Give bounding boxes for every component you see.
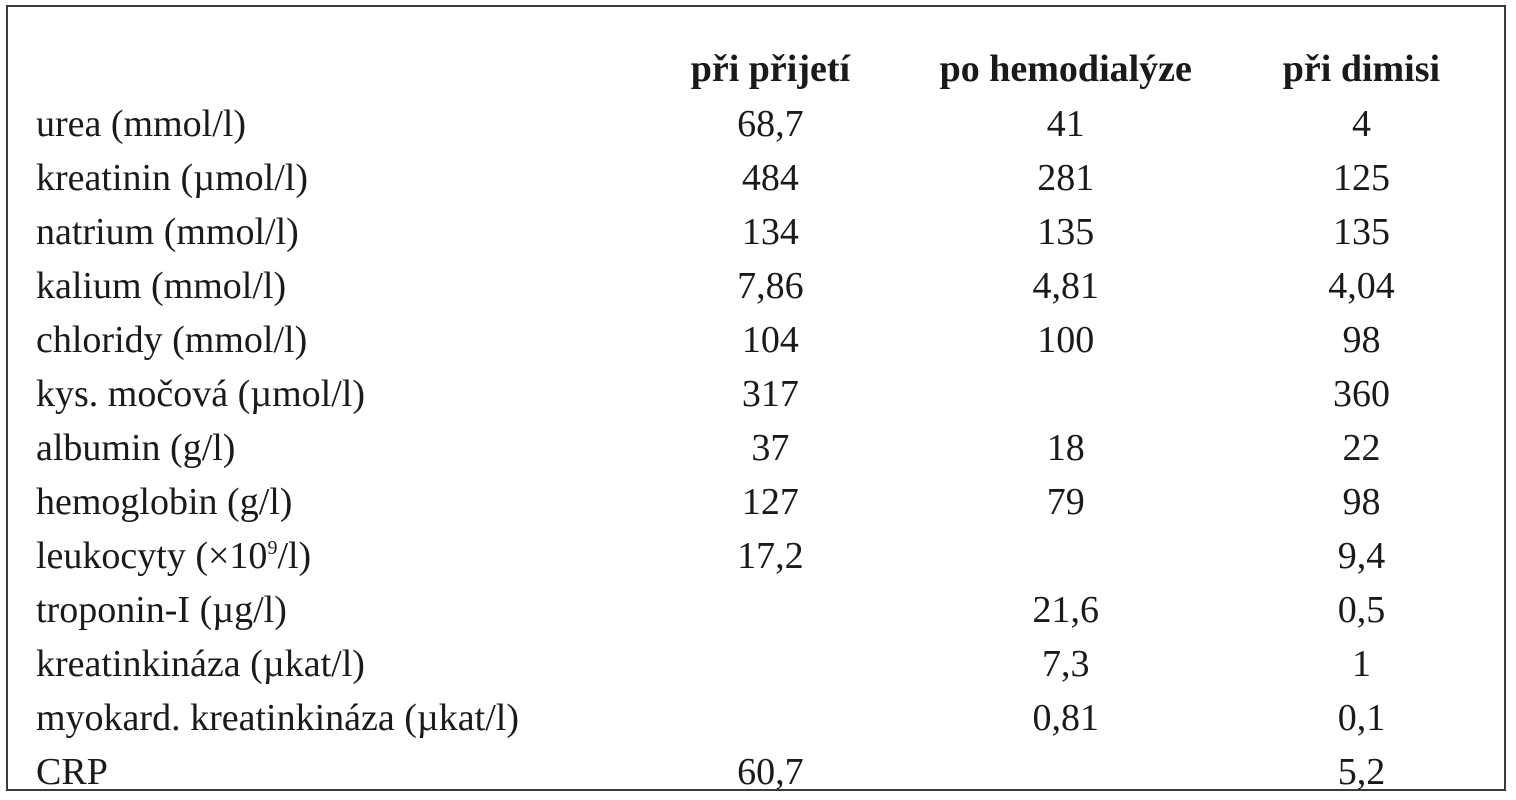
table-row [36,205,1504,259]
header-row [36,41,1504,97]
lab-results-table [36,41,1504,799]
table-row [36,367,1504,421]
cell-discharge: 98 [1342,319,1381,361]
cell-after-hemodialysis [913,367,1219,421]
row-label: chloridy (mmol/l) [36,319,308,361]
cell-discharge: 4,04 [1328,265,1395,307]
row-label: natrium (mmol/l) [36,211,299,253]
cell-admission: 104 [741,319,799,361]
row-label: myokard. kreatinkináza (µkat/l) [36,697,519,739]
table-row [36,583,1504,637]
cell-after-hemodialysis: 21,6 [1032,589,1100,631]
cell-after-hemodialysis: 18 [1046,427,1085,469]
cell-admission [628,583,913,637]
cell-admission [628,637,913,691]
table-row [36,313,1504,367]
cell-discharge: 9,4 [1337,535,1386,577]
cell-discharge: 360 [1332,373,1390,415]
cell-admission: 17,2 [737,535,804,577]
cell-admission: 317 [741,373,799,415]
table-row [36,475,1504,529]
cell-admission: 60,7 [737,751,804,793]
row-label-superscript: 9 [267,537,278,559]
cell-discharge: 125 [1332,157,1390,199]
cell-discharge: 0,1 [1337,697,1386,739]
cell-admission: 7,86 [737,265,804,307]
cell-after-hemodialysis: 0,81 [1032,697,1100,739]
table-row [36,745,1504,799]
table-row [36,151,1504,205]
row-label-part: leukocyty (×10 [36,535,268,577]
row-label: kys. močová (µmol/l) [36,373,366,415]
cell-admission [628,691,913,745]
cell-discharge: 1 [1351,643,1371,685]
row-label: CRP [36,751,108,793]
table-row [36,259,1504,313]
cell-discharge: 4 [1351,103,1371,145]
cell-discharge: 5,2 [1337,751,1386,793]
table-row [36,637,1504,691]
cell-discharge: 135 [1332,211,1390,253]
header-blank [36,41,628,97]
cell-admission: 134 [741,211,799,253]
row-label: troponin-I (µg/l) [36,589,287,631]
cell-discharge: 22 [1342,427,1381,469]
row-label-part: /l) [277,535,312,577]
table-row [36,421,1504,475]
header-after-hemodialysis: po hemodialýze [939,48,1192,90]
row-label: kreatinin (µmol/l) [36,157,308,199]
row-label: albumin (g/l) [36,427,236,469]
cell-after-hemodialysis: 41 [1046,103,1085,145]
row-label: kreatinkináza (µkat/l) [36,643,365,685]
cell-discharge: 98 [1342,481,1381,523]
row-label: urea (mmol/l) [36,103,246,145]
cell-after-hemodialysis: 281 [1037,157,1095,199]
table-row [36,97,1504,151]
table-row [36,529,1504,583]
cell-after-hemodialysis: 135 [1037,211,1095,253]
cell-after-hemodialysis: 4,81 [1032,265,1100,307]
row-label: kalium (mmol/l) [36,265,287,307]
cell-discharge: 0,5 [1337,589,1386,631]
header-discharge: při dimisi [1282,48,1441,90]
cell-admission: 484 [741,157,799,199]
table-row [36,691,1504,745]
cell-admission: 68,7 [737,103,804,145]
cell-after-hemodialysis: 100 [1037,319,1095,361]
cell-after-hemodialysis: 7,3 [1042,643,1090,685]
header-admission: při přijetí [690,48,851,90]
row-label-leukocyty [36,529,628,583]
table-frame [6,5,1506,791]
row-label: hemoglobin (g/l) [36,481,293,523]
cell-after-hemodialysis [913,745,1219,799]
cell-admission: 37 [751,427,790,469]
cell-after-hemodialysis [913,529,1219,583]
cell-admission: 127 [741,481,799,523]
cell-after-hemodialysis: 79 [1046,481,1085,523]
